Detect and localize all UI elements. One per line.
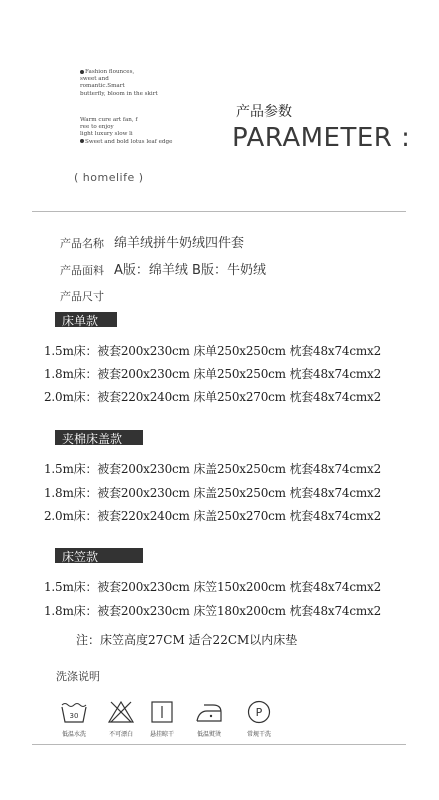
product-name-value: 绵羊绒拼牛奶绒四件套 [114, 236, 245, 251]
poem-block-1 [80, 69, 158, 98]
poem-line: sweet and [80, 76, 109, 83]
wash-30-icon [60, 700, 88, 724]
parameter-heading-en: PARAMETER : [232, 123, 411, 153]
size-row: 2.0m床：被套220x240cm 床单250x270cm 枕套48x74cmx2 [44, 390, 382, 404]
poem-line: light luxury slow li [80, 131, 133, 138]
product-fabric-value: A版：绵羊绒 B版：牛奶绒 [114, 263, 266, 278]
poem-line: butterfly, bloom in the skirt [80, 90, 158, 97]
care-label: 低温熨烫 [196, 731, 221, 738]
poem-block-2 [80, 117, 172, 146]
care-label: 低温水洗 [61, 731, 86, 738]
poem-line: Sweet and bold lotus leaf edge [85, 138, 173, 145]
care-item-bleach [99, 700, 143, 738]
size-row: 1.5m床：被套200x230cm 床笠150x200cm 枕套48x74cmx2 [44, 580, 382, 594]
product-fabric-row [60, 259, 266, 278]
poem-line: ree to enjoy [80, 124, 114, 131]
section-title: 夹棉床盖款 [62, 432, 123, 446]
dry-clean-icon [245, 700, 273, 724]
bed-fitted-note: 注：床笠高度27CM 适合22CM以内床垫 [76, 633, 298, 647]
hang-dry-icon [148, 700, 176, 724]
product-name-label: 产品名称 [60, 237, 104, 250]
care-item-iron [187, 700, 231, 738]
poem-line: Fashion flounces, [85, 69, 135, 75]
size-row: 2.0m床：被套220x240cm 床盖250x270cm 枕套48x74cmx2 [44, 509, 382, 523]
care-item-dry [140, 700, 184, 738]
parameter-heading-cn: 产品参数 [236, 104, 292, 120]
size-row: 1.5m床：被套200x230cm 床盖250x250cm 枕套48x74cmx2 [44, 462, 382, 476]
product-size-row [60, 288, 104, 304]
no-bleach-icon [107, 700, 135, 724]
bottom-divider [32, 744, 406, 745]
poem-line: Warm cure art fan, f [80, 117, 138, 123]
bullet-dot-icon [80, 139, 84, 143]
product-size-label: 产品尺寸 [60, 290, 104, 303]
care-label: 常规干洗 [246, 731, 271, 738]
size-row: 1.8m床：被套200x230cm 床单250x250cm 枕套48x74cmx2 [44, 367, 382, 381]
top-divider [32, 211, 406, 212]
care-label: 不可漂白 [108, 731, 133, 738]
wash-instructions-title: 洗涤说明 [56, 670, 100, 683]
product-fabric-label: 产品面料 [60, 264, 104, 277]
care-item-dryclean [237, 700, 281, 738]
poem-line: romantic.Smart [80, 83, 125, 90]
bullet-dot-icon [80, 70, 84, 74]
size-row: 1.8m床：被套200x230cm 床盖250x250cm 枕套48x74cmx2 [44, 486, 382, 500]
care-item-wash [52, 700, 96, 738]
care-label: 悬挂晾干 [149, 731, 174, 738]
dry-clean-letter: P [255, 706, 263, 719]
low-iron-icon [194, 700, 224, 724]
section-title: 床笠款 [62, 550, 99, 564]
size-row: 1.5m床：被套200x230cm 床单250x250cm 枕套48x74cmx2 [44, 344, 382, 358]
wash-temp-text: 30 [69, 712, 79, 720]
product-name-row [60, 232, 244, 251]
size-row: 1.8m床：被套200x230cm 床笠180x200cm 枕套48x74cmx2 [44, 604, 382, 618]
section-title: 床单款 [62, 314, 99, 328]
homelife-tag: ( homelife ) [74, 171, 144, 184]
